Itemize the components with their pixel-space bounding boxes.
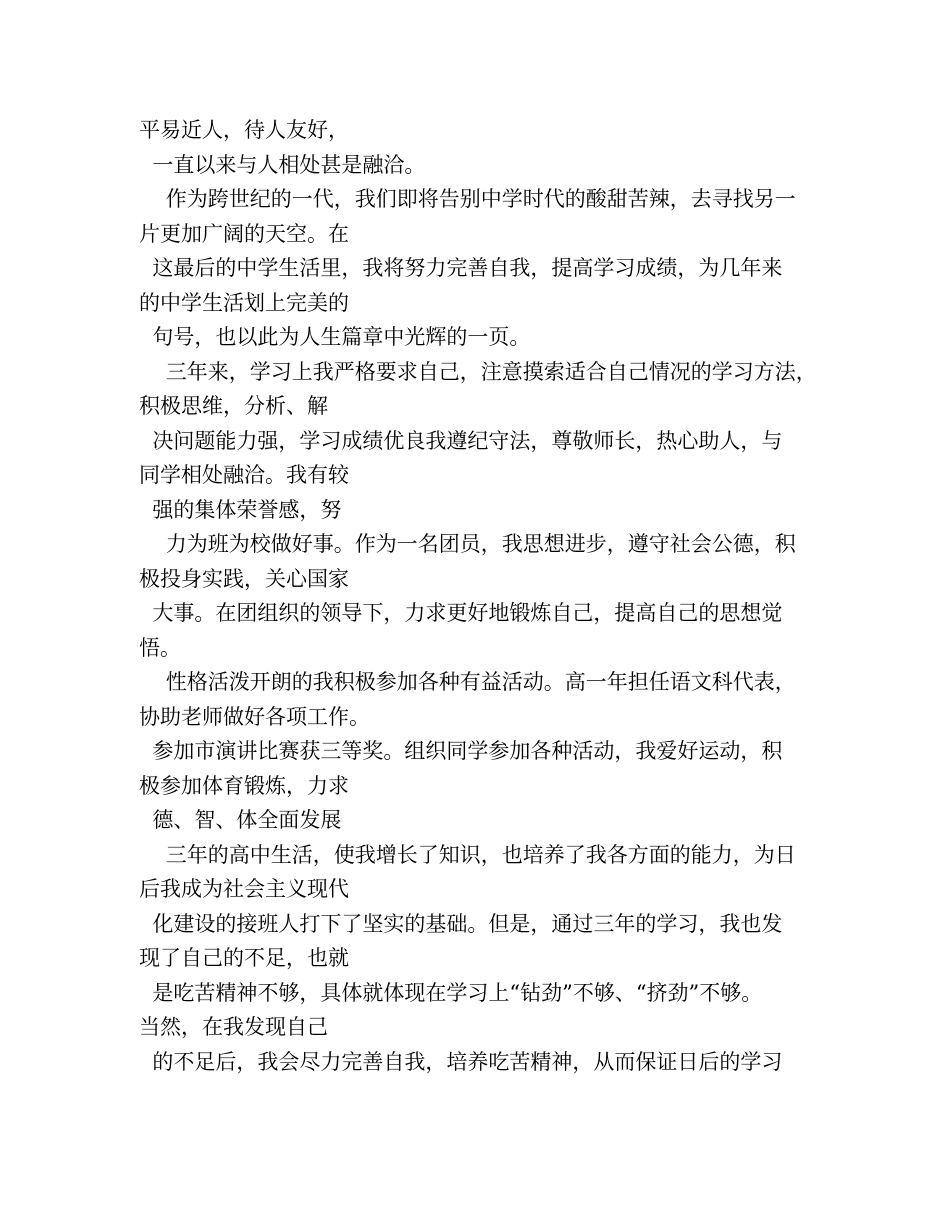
text-line: 极投身实践，关心国家	[139, 566, 349, 591]
text-line: 片更加广阔的天空。在	[139, 221, 349, 246]
text-line: 德、智、体全面发展	[139, 808, 342, 832]
text-line: 是吃苦精神不够，具体就体现在学习上“钻劲”不够、“挤劲”不够。	[139, 980, 763, 1005]
text-line: 力为班为校做好事。作为一名团员，我思想进步，遵守社会公德，积	[139, 532, 796, 556]
text-line: 协助老师做好各项工作。	[139, 704, 370, 729]
text-line: 参加市演讲比赛获三等奖。组织同学参加各种活动，我爱好运动，积	[139, 739, 783, 763]
text-line: 性格活泼开朗的我积极参加各种有益活动。高一年担任语文科代表，	[139, 670, 796, 694]
text-line: 决问题能力强，学习成绩优良我遵纪守法，尊敬师长，热心助人，与	[139, 428, 783, 453]
text-line: 一直以来与人相处甚是融洽。	[139, 152, 426, 177]
text-line: 平易近人，待人友好，	[139, 118, 349, 142]
text-line: 三年来，学习上我严格要求自己，注意摸索适合自己情况的学习方法，	[139, 359, 817, 384]
text-line: 三年的高中生活，使我增长了知识，也培养了我各方面的能力，为日	[139, 842, 796, 867]
document-body	[139, 113, 829, 1079]
text-line: 积极思维，分析、解	[139, 394, 328, 418]
text-line: 句号，也以此为人生篇章中光辉的一页。	[139, 325, 531, 349]
text-line: 悟。	[139, 635, 181, 660]
text-line: 的不足后，我会尽力完善自我，培养吃苦精神，从而保证日后的学习	[139, 1049, 783, 1074]
text-line: 后我成为社会主义现代	[139, 877, 349, 901]
text-line: 同学相处融洽。我有较	[139, 463, 349, 487]
text-line: 的中学生活划上完美的	[139, 290, 349, 315]
text-line: 强的集体荣誉感，努	[139, 497, 342, 522]
text-line: 作为跨世纪的一代，我们即将告别中学时代的酸甜苦辣，去寻找另一	[139, 187, 796, 211]
text-line: 当然，在我发现自己	[139, 1015, 328, 1039]
text-line: 现了自己的不足，也就	[139, 946, 349, 970]
text-line: 大事。在团组织的领导下，力求更好地锻炼自己，提高自己的思想觉	[139, 601, 783, 625]
text-line: 化建设的接班人打下了坚实的基础。但是，通过三年的学习，我也发	[139, 911, 783, 936]
text-line: 这最后的中学生活里，我将努力完善自我，提高学习成绩，为几年来	[139, 256, 783, 280]
text-line: 极参加体育锻炼，力求	[139, 773, 349, 798]
